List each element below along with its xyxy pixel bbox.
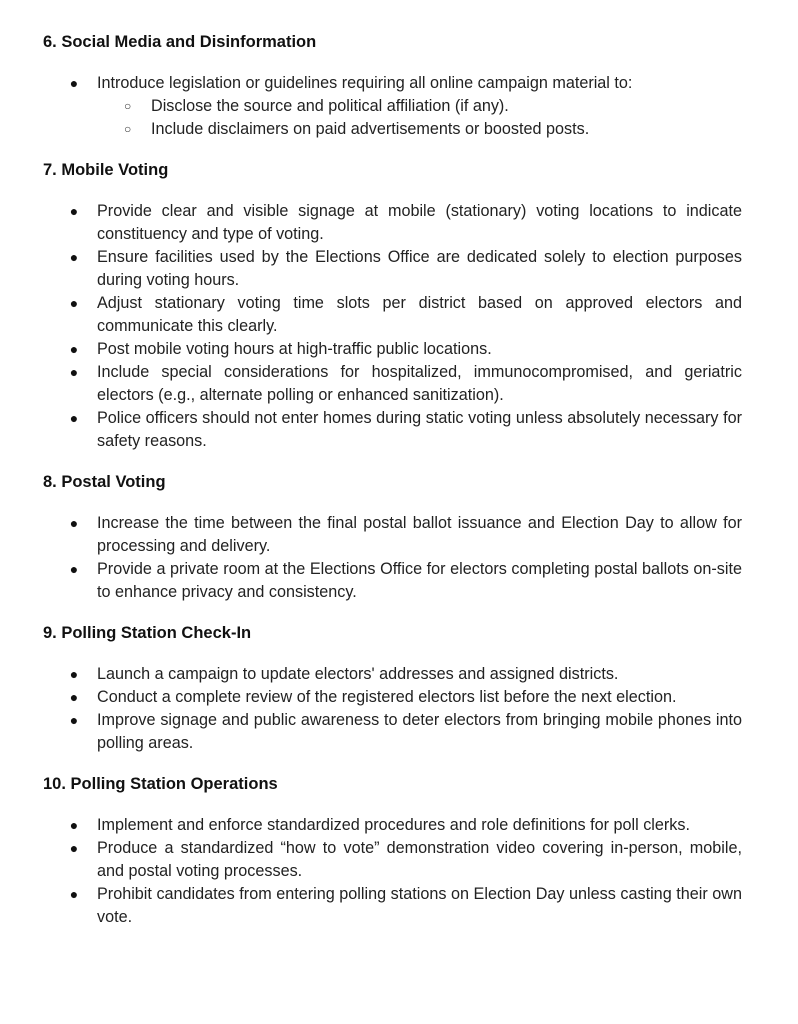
list-item-text: Introduce legislation or guidelines requiring all online campaign material to: bbox=[97, 74, 633, 92]
bullet-icon: ● bbox=[69, 817, 79, 833]
list-item-text: Increase the time between the final postal ballot issuance and Election Day to allow for processing and delivery. bbox=[97, 514, 742, 555]
section-polling-check-in bbox=[43, 622, 742, 755]
section-mobile-voting bbox=[43, 159, 742, 453]
list-item bbox=[43, 663, 742, 686]
list-item-text: Post mobile voting hours at high-traffic public locations. bbox=[97, 340, 492, 358]
list-item bbox=[43, 686, 742, 709]
sub-list-item bbox=[97, 95, 742, 118]
bullet-icon: ● bbox=[69, 666, 79, 682]
bullet-icon: ● bbox=[69, 410, 79, 426]
list-item bbox=[43, 338, 742, 361]
bullet-list bbox=[43, 663, 742, 755]
bullet-icon: ● bbox=[69, 515, 79, 531]
bullet-list bbox=[43, 512, 742, 604]
bullet-list bbox=[43, 200, 742, 453]
list-item bbox=[43, 292, 742, 338]
bullet-icon: ● bbox=[69, 295, 79, 311]
sub-list-item bbox=[97, 118, 742, 141]
list-item-text: Prohibit candidates from entering polling stations on Election Day unless casting their own vote. bbox=[97, 885, 742, 926]
bullet-list bbox=[43, 814, 742, 929]
list-item bbox=[43, 512, 742, 558]
hollow-bullet-icon: ○ bbox=[124, 122, 132, 136]
section-heading: 6. Social Media and Disinformation bbox=[43, 33, 317, 51]
list-item bbox=[43, 883, 742, 929]
list-item bbox=[43, 246, 742, 292]
list-item-text: Include special considerations for hospitalized, immunocompromised, and geriatric electors (e.g., alternate polling or enhanced sanitization). bbox=[97, 363, 742, 404]
section-heading: 10. Polling Station Operations bbox=[43, 775, 278, 793]
sub-list-item-text: Include disclaimers on paid advertisements or boosted posts. bbox=[151, 120, 590, 138]
bullet-icon: ● bbox=[69, 341, 79, 357]
section-heading: 8. Postal Voting bbox=[43, 473, 166, 491]
list-item-text: Improve signage and public awareness to deter electors from bringing mobile phones into polling areas. bbox=[97, 711, 742, 752]
list-item-text: Implement and enforce standardized procedures and role definitions for poll clerks. bbox=[97, 816, 690, 834]
list-item-text: Produce a standardized “how to vote” demonstration video covering in-person, mobile, and postal voting processes. bbox=[97, 839, 742, 880]
list-item bbox=[43, 814, 742, 837]
bullet-icon: ● bbox=[69, 712, 79, 728]
bullet-icon: ● bbox=[69, 249, 79, 265]
bullet-icon: ● bbox=[69, 75, 79, 91]
section-polling-operations bbox=[43, 773, 742, 929]
list-item bbox=[43, 200, 742, 246]
bullet-icon: ● bbox=[69, 364, 79, 380]
list-item-text: Launch a campaign to update electors' addresses and assigned districts. bbox=[97, 665, 619, 683]
list-item-text: Provide a private room at the Elections Office for electors completing postal ballots on-site to enhance privacy and consistency. bbox=[97, 560, 742, 601]
list-item-text: Ensure facilities used by the Elections Office are dedicated solely to election purposes during voting hours. bbox=[97, 248, 742, 289]
list-item-text: Police officers should not enter homes during static voting unless absolutely necessary for safety reasons. bbox=[97, 409, 742, 450]
sub-bullet-list bbox=[97, 95, 742, 141]
list-item bbox=[43, 72, 742, 141]
bullet-list bbox=[43, 72, 742, 141]
section-heading: 7. Mobile Voting bbox=[43, 161, 169, 179]
list-item bbox=[43, 837, 742, 883]
section-heading: 9. Polling Station Check-In bbox=[43, 624, 252, 642]
bullet-icon: ● bbox=[69, 840, 79, 856]
list-item bbox=[43, 407, 742, 453]
bullet-icon: ● bbox=[69, 689, 79, 705]
section-postal-voting bbox=[43, 471, 742, 604]
bullet-icon: ● bbox=[69, 203, 79, 219]
list-item bbox=[43, 361, 742, 407]
bullet-icon: ● bbox=[69, 886, 79, 902]
list-item bbox=[43, 558, 742, 604]
hollow-bullet-icon: ○ bbox=[124, 99, 132, 113]
list-item-text: Conduct a complete review of the registered electors list before the next election. bbox=[97, 688, 677, 706]
section-social-media bbox=[43, 31, 742, 141]
list-item-text: Provide clear and visible signage at mobile (stationary) voting locations to indicate constituency and type of voting. bbox=[97, 202, 742, 243]
list-item-text: Adjust stationary voting time slots per district based on approved electors and communicate this clearly. bbox=[97, 294, 742, 335]
list-item bbox=[43, 709, 742, 755]
sub-list-item-text: Disclose the source and political affiliation (if any). bbox=[151, 97, 509, 115]
bullet-icon: ● bbox=[69, 561, 79, 577]
